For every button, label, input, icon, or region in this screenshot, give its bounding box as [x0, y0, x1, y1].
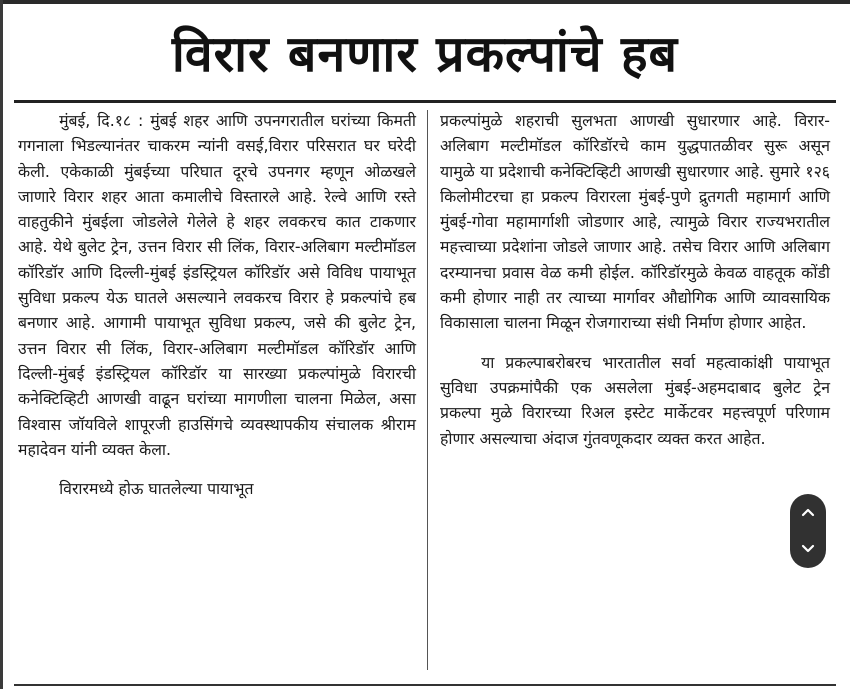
headline-divider [14, 100, 836, 103]
scroll-down-button[interactable] [790, 531, 826, 568]
scroll-up-button[interactable] [790, 494, 826, 531]
column-divider [427, 110, 428, 670]
bottom-border [14, 684, 836, 686]
chevron-down-icon [801, 543, 815, 557]
article-column-left [18, 108, 416, 501]
article-paragraph: मुंबई, दि.१८ : मुंबई शहर आणि उपनगरातील घरांच्या किमती गगनाला भिडल्यानंतर चाकरम न्यांनी वसई,विरार परिसरात घर घरेदी केली. एकेकाळी मुंबईच्या परिघात दूरचे उपनगर म्हणून ओळखले जाणारे विरार शहर आता कमालीचे विस्तारले आहे. रेल्वे आणि रस्ते वाहतुकीने मुंबईला जोडलेले गेलेले हे शहर लवकरच कात टाकणार आहे. येथे बुलेट ट्रेन, उत्तन विरार सी लिंक, विरार-अलिबाग मल्टीमॉडल कॉरिडॉर आणि दिल्ली-मुंबई इंडस्ट्रियल कॉरिडॉर असे विविध पायाभूत सुविधा प्रकल्प येऊ घातले असल्याने लवकरच विरार हे प्रकल्पांचे हब बनणार आहे. आगामी पायाभूत सुविधा प्रकल्प, जसे की बुलेट ट्रेन, उत्तन विरार सी लिंक, विरार-अलिबाग मल्टीमॉडल कॉरिडॉर आणि दिल्ली-मुंबई इंडस्ट्रियल कॉरिडॉर या सारख्या प्रकल्पांमुळे विरारची कनेक्टिव्हिटी आणखी वाढून घरांच्या मागणीला चालना मिळेल, असा विश्वास जॉयविले शापूरजी हाउसिंगचे व्यवस्थापकीय संचालक श्रीराम महादेवन यांनी व्यक्त केला. [18, 111, 416, 459]
top-border [0, 0, 850, 4]
left-border [0, 0, 3, 689]
scroll-control [790, 494, 826, 568]
chevron-up-icon [801, 506, 815, 520]
article-paragraph: या प्रकल्पाबरोबरच भारतातील सर्वा महत्वाकांक्षी पायाभूत सुविधा उपक्रमांपैकी एक असलेला मुंबई-अहमदाबाद बुलेट ट्रेन प्रकल्पा मुळे विरारच्या रिअल इस्टेट मार्केटवर महत्त्वपूर्ण परिणाम होणार असल्याचा अंदाज गुंतवणूकदार व्यक्त करत आहेत. [440, 352, 830, 448]
article-column-right [440, 108, 830, 451]
article-headline: विरार बनणार प्रकल्पांचे हब [171, 25, 679, 83]
article-paragraph: प्रकल्पांमुळे शहराची सुलभता आणखी सुधारणार आहे. विरार-अलिबाग मल्टीमॉडल कॉरिडॉरचे काम युद्धपातळीवर सुरू असून यामुळे या प्रदेशाची कनेक्टिव्हिटी आणखी सुधारणार आहे. सुमारे १२६ किलोमीटरचा हा प्रकल्प विरारला मुंबई-पुणे द्रुतगती महामार्ग आणि मुंबई-गोवा महामार्गाशी जोडणार आहे, त्यामुळे विरार राज्यभरातील महत्त्वाच्या प्रदेशांना जोडले जाणार आहे. तसेच विरार आणि अलिबाग दरम्यानचा प्रवास वेळ कमी होईल. कॉरिडॉरमुळे केवळ वाहतूक कोंडी कमी होणार नाही तर त्याच्या मार्गावर औद्योगिक आणि व्यावसायिक विकासाला चालना मिळून रोजगाराच्या संधी निर्माण होणार आहेत. [440, 111, 830, 333]
article-paragraph: विरारमध्ये होऊ घातलेल्या पायाभूत [59, 479, 254, 499]
